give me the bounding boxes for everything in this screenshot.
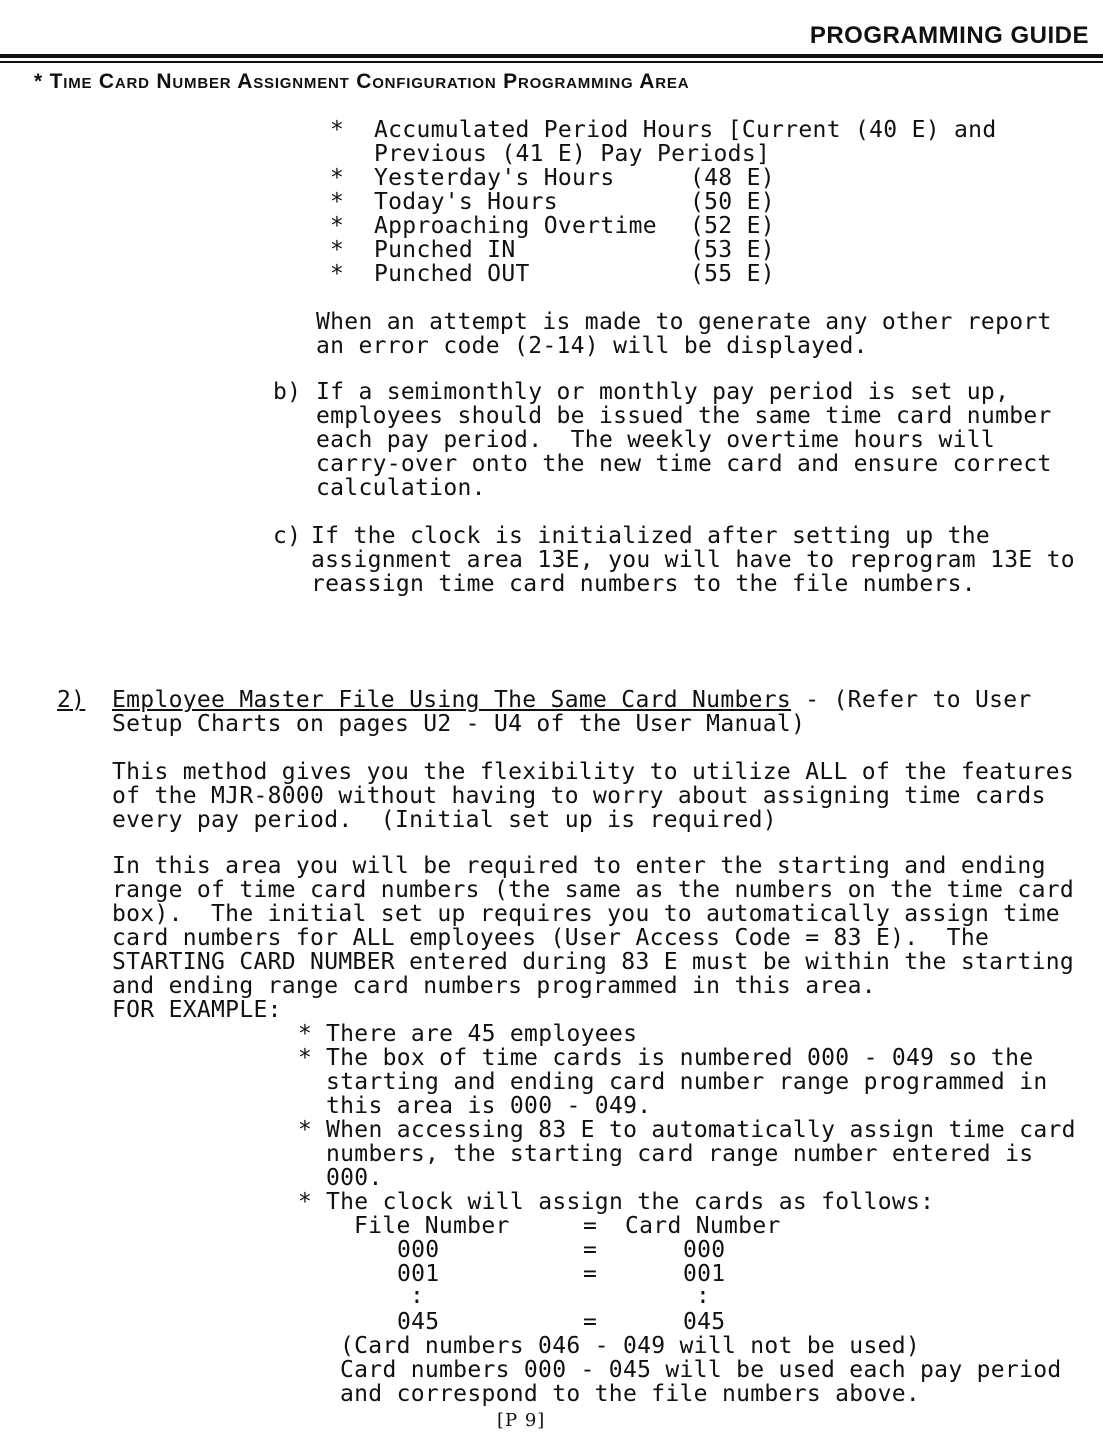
paragraph-line: If the clock is initialized after setting up the (311, 523, 991, 549)
bullet-star: * (298, 1045, 313, 1071)
heading-rest: - (Refer to User (791, 687, 1032, 713)
paragraph-line: If a semimonthly or monthly pay period is set up, (316, 379, 1010, 405)
paragraph-line: employees should be issued the same time card number (316, 403, 1052, 429)
paragraph-line: an error code (2-14) will be displayed. (316, 333, 868, 359)
bullet-star: * (330, 213, 345, 239)
paragraph-line: In this area you will be required to enter the starting and ending (112, 853, 1046, 879)
bullet-line: 000. (326, 1165, 383, 1191)
paragraph-line: each pay period. The weekly overtime hours will (316, 427, 996, 453)
bullet-line: There are 45 employees (326, 1021, 638, 1047)
table-cell-card: 045 (683, 1309, 726, 1335)
bullet-label: Previous (41 E) Pay Periods] (374, 141, 771, 167)
table-cell-card: 001 (683, 1261, 726, 1287)
heading-line-2: Setup Charts on pages U2 - U4 of the User Manual) (112, 711, 806, 737)
note-line: (Card numbers 046 - 049 will not be used) (340, 1333, 921, 1359)
page-number: [P 9] (497, 1410, 546, 1431)
bullet-star: * (298, 1021, 313, 1047)
paragraph-line: box). The initial set up requires you to automatically assign time (112, 901, 1060, 927)
item-marker: 2) (57, 687, 86, 713)
table-cell-file: 045 (397, 1309, 440, 1335)
bullet-star: * (330, 261, 345, 287)
table-cell-file: 000 (397, 1237, 440, 1263)
heading-line (112, 688, 1032, 712)
bullet-star: * (330, 117, 345, 143)
paragraph-line: STARTING CARD NUMBER entered during 83 E must be within the starting (112, 949, 1075, 975)
bullet-code: (53 E) (690, 237, 775, 263)
bullet-star: * (330, 237, 345, 263)
paragraph-line: of the MJR-8000 without having to worry about assigning time cards (112, 783, 1046, 809)
paragraph-line: carry-over onto the new time card and ensure correct (316, 451, 1052, 477)
table-header-left: File Number (354, 1213, 510, 1239)
bullet-label: Punched OUT (374, 261, 530, 287)
bullet-star: * (298, 1189, 313, 1215)
bullet-label: Punched IN (374, 237, 516, 263)
table-cell-file: 001 (397, 1261, 440, 1287)
bullet-label: Approaching Overtime (374, 213, 657, 239)
paragraph-line: reassign time card numbers to the file numbers. (311, 571, 976, 597)
header-rule-thick (0, 54, 1103, 58)
bullet-code: (50 E) (690, 189, 775, 215)
bullet-line: this area is 000 - 049. (326, 1093, 652, 1119)
bullet-star: * (330, 189, 345, 215)
bullet-code: (48 E) (690, 165, 775, 191)
heading-underlined: Employee Master File Using The Same Card Numbers (112, 687, 792, 713)
table-cell-eq: = (583, 1261, 598, 1287)
section-title: * Time Card Number Assignment Configuration Programming Area (34, 70, 690, 93)
bullet-line: starting and ending card number range programmed in (326, 1069, 1048, 1095)
paragraph-line: This method gives you the flexibility to utilize ALL of the features (112, 759, 1075, 785)
paragraph-line: FOR EXAMPLE: (112, 997, 282, 1023)
bullet-line: The clock will assign the cards as follows: (326, 1189, 935, 1215)
paragraph-line: every pay period. (Initial set up is required) (112, 807, 777, 833)
bullet-line: numbers, the starting card range number entered is (326, 1141, 1034, 1167)
paragraph-line: range of time card numbers (the same as the numbers on the time card (112, 877, 1075, 903)
header-rule-thin (0, 61, 1103, 63)
paragraph-line: calculation. (316, 475, 486, 501)
paragraph-line: assignment area 13E, you will have to reprogram 13E to (311, 547, 1075, 573)
note-line: and correspond to the file numbers above. (340, 1381, 921, 1407)
bullet-label: Today's Hours (374, 189, 558, 215)
item-marker: b) (273, 379, 302, 405)
paragraph-line: and ending range card numbers programmed in this area. (112, 973, 876, 999)
bullet-code: (55 E) (690, 261, 775, 287)
bullet-code: (52 E) (690, 213, 775, 239)
note-line: Card numbers 000 - 045 will be used each pay period (340, 1357, 1062, 1383)
bullet-line: When accessing 83 E to automatically assign time card (326, 1117, 1076, 1143)
table-header-eq: = (583, 1213, 598, 1239)
bullet-label: Yesterday's Hours (374, 165, 615, 191)
table-cell-eq: = (583, 1309, 598, 1335)
bullet-star: * (298, 1117, 313, 1143)
page-header-title: PROGRAMMING GUIDE (809, 22, 1089, 49)
item-marker: c) (273, 523, 302, 549)
bullet-line: The box of time cards is numbered 000 - 049 so the (326, 1045, 1034, 1071)
paragraph-line: When an attempt is made to generate any other report (316, 309, 1052, 335)
table-header-right: Card Number (625, 1213, 781, 1239)
table-cell-card: 000 (683, 1237, 726, 1263)
bullet-star: * (330, 165, 345, 191)
table-cell-file: : (410, 1283, 425, 1309)
table-cell-eq: = (583, 1237, 598, 1263)
table-cell-card: : (696, 1283, 711, 1309)
bullet-label: Accumulated Period Hours [Current (40 E) and (374, 117, 997, 143)
paragraph-line: card numbers for ALL employees (User Access Code = 83 E). The (112, 925, 990, 951)
